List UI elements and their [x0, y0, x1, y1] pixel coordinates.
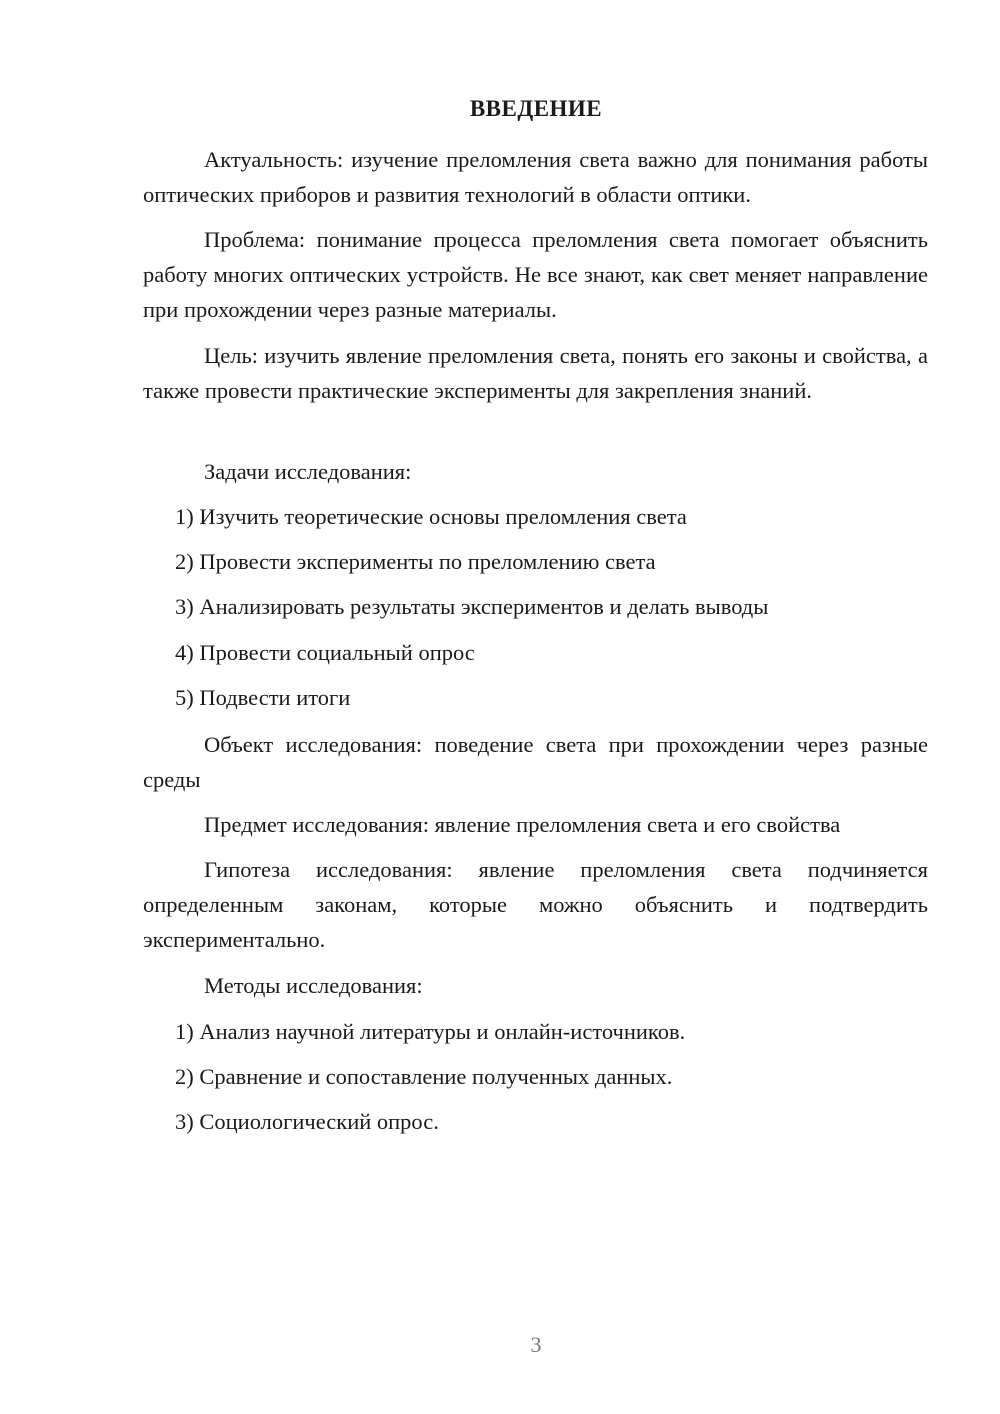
- relevance-paragraph: Актуальность: изучение преломления света важно для понимания работы оптических приборов и развития технологий в области оптики.: [143, 147, 928, 207]
- tasks-label: Задачи исследования:: [204, 459, 412, 484]
- problem-paragraph: Проблема: понимание процесса преломления света помогает объяснить работу многих оптических устройств. Не все знают, как свет меняет направление при прохождении через разные материалы.: [143, 227, 928, 322]
- subject-paragraph: Предмет исследования: явление преломления света и его свойства: [204, 812, 841, 837]
- object-paragraph: Объект исследования: поведение света при прохождении через разные среды: [143, 732, 928, 792]
- method-item: 3) Социологический опрос.: [175, 1109, 439, 1134]
- goal-paragraph: Цель: изучить явление преломления света, понять его законы и свойства, а также провести практические эксперименты для закрепления знаний.: [143, 343, 928, 403]
- task-item: 2) Провести эксперименты по преломлению света: [175, 549, 656, 574]
- task-item: 3) Анализировать результаты экспериментов и делать выводы: [175, 594, 769, 619]
- method-item: 2) Сравнение и сопоставление полученных данных.: [175, 1064, 673, 1089]
- task-item: 4) Провести социальный опрос: [175, 640, 475, 665]
- task-item: 5) Подвести итоги: [175, 685, 351, 710]
- hypothesis-paragraph: Гипотеза исследования: явление преломления света подчиняется определенным законам, которые можно объяснить и подтвердить экспериментально.: [143, 857, 928, 952]
- page-number: 3: [530, 1332, 542, 1357]
- method-item: 1) Анализ научной литературы и онлайн-источников.: [175, 1019, 686, 1044]
- section-heading: ВВЕДЕНИЕ: [469, 96, 603, 121]
- methods-label: Методы исследования:: [204, 973, 423, 998]
- task-item: 1) Изучить теоретические основы преломления света: [175, 504, 687, 529]
